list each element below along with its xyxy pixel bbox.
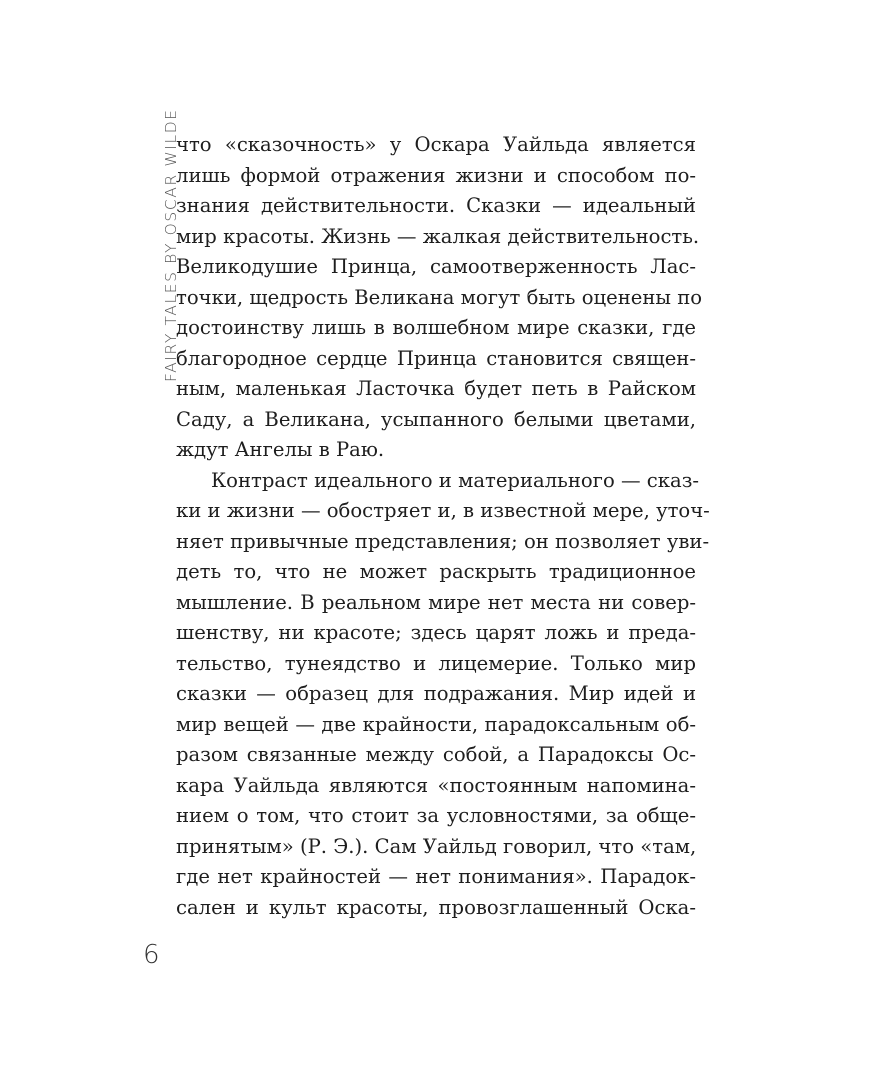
text-line: мир красоты. Жизнь — жалкая действительность.	[176, 224, 700, 248]
paragraph-2	[176, 466, 710, 924]
text-line: шенству, ни красоте; здесь царят ложь и преда-	[176, 621, 696, 644]
text-line: знания действительности. Сказки — идеальный	[176, 194, 696, 217]
text-line: няет привычные представления; он позволяет уви-	[176, 529, 710, 553]
text-line: лишь формой отражения жизни и способом по-	[176, 163, 696, 187]
text-line: деть то, что не может раскрыть традиционное	[176, 560, 696, 583]
text-line: мир вещей — две крайности, парадоксальным об-	[176, 712, 696, 736]
paragraph-1	[176, 130, 703, 466]
text-line: ждут Ангелы в Раю.	[176, 438, 385, 461]
text-line: мышление. В реальном мире нет места ни совер-	[176, 590, 696, 614]
text-line: благородное сердце Принца становится священ-	[176, 346, 696, 370]
text-line: Контраст идеального и материального — сказ-	[211, 468, 700, 492]
body-text	[176, 130, 710, 923]
text-line: сказки — образец для подражания. Мир идей и	[176, 682, 696, 705]
text-line: ки и жизни — обостряет и, в известной мере, уточ-	[176, 499, 710, 522]
text-line: Великодушие Принца, самоотверженность Лас-	[176, 255, 696, 278]
running-title: FAIRY TALES BY OSCAR WILDE	[162, 108, 180, 382]
text-line: разом связанные между собой, а Парадоксы Ос-	[176, 743, 696, 766]
text-line: ным, маленькая Ласточка будет петь в Райском	[176, 377, 696, 400]
text-line: нием о том, что стоит за условностями, за обще-	[176, 804, 696, 827]
text-line: принятым» (Р. Э.). Сам Уайльд говорил, что «там,	[176, 834, 697, 858]
text-line: где нет крайностей — нет понимания». Парадок-	[176, 865, 696, 888]
text-line: кара Уайльда являются «постоянным напомина-	[176, 773, 696, 797]
page-number: 6	[143, 940, 160, 970]
text-line: точки, щедрость Великана могут быть оценены по	[176, 285, 703, 309]
text-line: достоинству лишь в волшебном мире сказки, где	[176, 316, 696, 339]
text-line: тельство, тунеядство и лицемерие. Только мир	[176, 651, 696, 675]
text-line: Саду, а Великана, усыпанного белыми цветами,	[176, 407, 696, 431]
text-line: что «сказочность» у Оскара Уайльда является	[176, 133, 696, 156]
text-line: сален и культ красоты, провозглашенный Оска-	[176, 895, 696, 919]
